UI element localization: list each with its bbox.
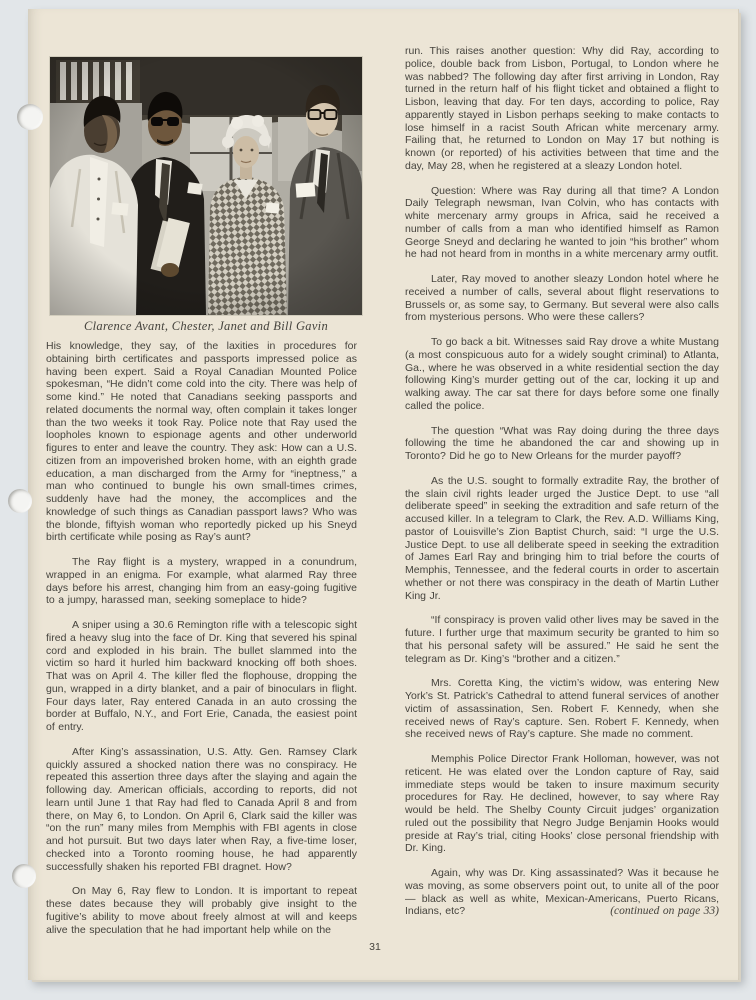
body-paragraph: His knowledge, they say, of the laxities in procedures for obtaining birth certificates and passports impressed police as having been expert. Said a Royal Canadian Mounted Police spokesman, “He didn’t come cold into the city. There was help of some kind.” He noted that Canadians seeking passports and related documents the normal way, often complain it takes longer than the two weeks it took Ray. Police note that Ray used the loopholes known to espionage agents and other underworld figures to enter and leave the country. They ask: How can a U.S. citizen from an impoverished broken home, with an eighth grade education, a man discharged from the Army for “ineptness,” a man who continued to bungle his own small-times crimes, suddenly have had the money, the accomplices and the knowledge of such things as Canadian passport laws? Who was the blonde, fiftyish woman who reportedly picked up his Sneyd birth certificate while posing as Ray’s aunt?	[46, 340, 357, 544]
body-paragraph: To go back a bit. Witnesses said Ray drove a white Mustang (a most conspicuous auto for a widely sought criminal) to Atlanta, Ga., where he was observed in a white residential section the day following King’s murder getting out of the car, locking it up and walking away. The car sat there for days before some one finally called the police.	[405, 336, 719, 412]
punch-hole-top	[17, 104, 43, 130]
body-paragraph: Later, Ray moved to another sleazy London hotel where he received a number of calls, several about flight reservations to Brussels or, as some say, to Germany. But several were also calls from mysterious persons. Who were these callers?	[405, 273, 719, 324]
body-paragraph: The Ray flight is a mystery, wrapped in a conundrum, wrapped in an enigma. For example, what alarmed Ray three days before his arrest, changing him from an easy-going fugitive to a jumpy, harassed man, seeking someplace to hide?	[46, 556, 357, 607]
body-paragraph: A sniper using a 30.6 Remington rifle with a telescopic sight fired a heavy slug into the face of Dr. King that severed his spinal cord and exploded in his brain. The bullet slammed into the victim so hard it hurled him backward knocking off both shoes. That was on April 4. The killer fled the flophouse, dropping the gun, wrapped in a dirty blanket, and a pair of binoculars in flight. Four days later, Ray entered Canada in an auto crossing the border at Buffalo, N.Y., and Fort Erie, Canada, the easiest point of entry.	[46, 619, 357, 733]
continuation-note: (continued on page 33)	[610, 905, 719, 918]
group-photo	[50, 57, 362, 315]
page-number: 31	[369, 941, 381, 953]
body-paragraph: Question: Where was Ray during all that time? A London Daily Telegraph newsman, Ivan Colvin, who has contacts with white mercenary army groups in Africa, said he received a number of calls from a man who identified himself as Ramon George Sneyd and declaring he wanted to join “his brother” whom he had not heard from in months in a white mercenary army outfit.	[405, 184, 719, 261]
punch-hole-middle	[8, 489, 32, 513]
paragraph-text: Again, why was Dr. King assassinated? Was it because he was moving, as some observers point out, to unite all of the poor — black as well as white, Mexican-Americans, Puerto Ricans, Indians, etc?	[405, 867, 719, 918]
body-paragraph: Memphis Police Director Frank Holloman, however, was not reticent. He was elated over the London capture of Ray, said immediate steps would be taken to insure maximum security procedures for Ray. He declined, however, to say where Ray would be held. The Shelby County Circuit judges’ organization ruled out the possibility that Negro Judge Benjamin Hooks would preside at Ray’s trial, citing Hooks’ close personal friendship with Dr. King.	[405, 753, 719, 855]
body-paragraph: run. This raises another question: Why did Ray, according to police, double back from Lisbon, Portugal, to London where he was nabbed? The following day after first arriving in London, Ray turned in the return half of his flight ticket and obtained a flight to Lisbon, leaving that day. For ten days, according to police, Ray apparently stayed in Lisbon perhaps seeking to make contacts to lose himself in a racist South African white mercenary army. Failing that, he returned to London on May 17 but nothing is known (or reported) of his activities between that time and the day, May 28, when he registered at a sleazy London hotel.	[405, 45, 719, 172]
group-photo-image	[50, 57, 362, 315]
magazine-page-sheet	[28, 9, 739, 980]
body-paragraph: The question “What was Ray doing during the three days following the time he abandoned the car and showing up in Toronto? Did he go to New Orleans for the murder payoff?	[405, 424, 719, 462]
body-paragraph	[405, 867, 719, 918]
body-paragraph: As the U.S. sought to formally extradite Ray, the brother of the slain civil rights leader urged the Justice Dept. to use “all deliberate speed” in seeking the extradition and safe return of the accused killer. In a telegram to Clark, the Rev. A.D. Williams King, pastor of Louisville’s Zion Baptist Church, said: “I urge the U.S. Justice Dept. to use all deliberate speed in seeking the extradition of James Earl Ray and bringing him to trial before the courts of Memphis, Tennessee, and the federal courts in order to ascertain whether or not there was conspiracy in the death of Martin Luther King Jr.	[405, 474, 719, 602]
left-column	[46, 340, 357, 948]
punch-hole-bottom	[12, 864, 36, 888]
body-paragraph: On May 6, Ray flew to London. It is important to repeat these dates because they will probably give insight to the fugitive’s ability to move about freely almost at will and keeps alive the speculation that he had important help while on the	[46, 885, 357, 936]
photo-caption: Clarence Avant, Chester, Janet and Bill Gavin	[83, 319, 329, 333]
photo-vignette	[50, 57, 362, 315]
right-column	[405, 45, 719, 918]
body-paragraph: After King’s assassination, U.S. Atty. Gen. Ramsey Clark quickly assured a shocked nation there was no conspiracy. He repeated this assertion three days after the slaying and again the following day. American officials, according to reports, did not learn until June 1 that Ray had fled to Canada April 8 and from there, on May 6, to London. On April 6, Clark said the killer was “on the run” many miles from Memphis with FBI agents in close and hot pursuit. But two days later when Ray, a five-time loser, checked into a Toronto rooming house, he had apparently successfully shaken his reported FBI dragnet. How?	[46, 745, 357, 873]
body-paragraph: “If conspiracy is proven valid other lives may be saved in the future. I further urge that maximum security be granted to him so that his personal safety will be assured.” He said he sent the telegram as Dr. King’s “brother and a citizen.”	[405, 614, 719, 665]
body-paragraph: Mrs. Coretta King, the victim’s widow, was entering New York’s St. Patrick’s Cathedral to attend funeral services of another victim of assassination, Sen. Robert F. Kennedy, when she received news of Ray’s capture. Sen. Robert F. Kennedy, when she received news of Ray’s capture. She made no comment.	[405, 677, 719, 741]
